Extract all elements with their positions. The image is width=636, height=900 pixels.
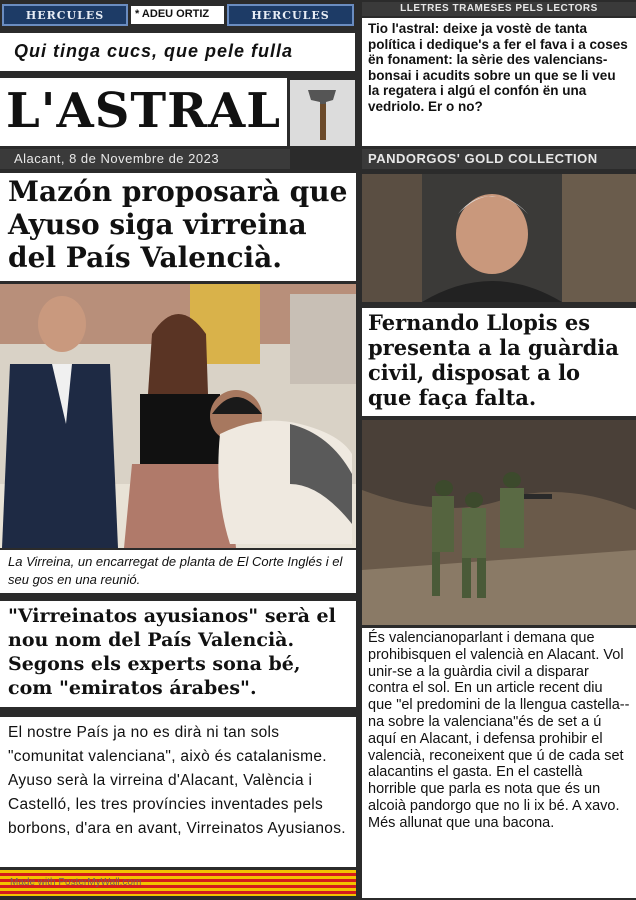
soldiers-shooting-icon	[362, 420, 636, 625]
adeu-ortiz-label: * ADEU ORTIZ	[131, 6, 224, 24]
senyera-strip	[0, 870, 356, 896]
main-subhead: "Virreinatos ayusianos" serà el nou nom del País Valencià. Segons els experts sona bé, com "emiratos árabes".	[0, 601, 356, 707]
llopis-photo	[362, 174, 636, 302]
axe-image	[290, 80, 355, 146]
lectors-heading: LLETRES TRAMESES PELS LECTORS	[362, 2, 636, 16]
gold-collection-label: PANDORGOS' GOLD COLLECTION	[362, 149, 636, 169]
axe-icon	[290, 80, 355, 146]
photo-caption: La Virreina, un encarregat de planta de El Corte Inglés i el seu gos en una reunió.	[0, 550, 356, 593]
lectors-letter: Tio l'astral: deixe ja vostè de tanta política i dedique's a fer el fava i a coses ën fonament: la sèrie des valencians-bonsai i acudits sobre un que se li veu la regatera i algú el confón ën una vedriolo. Er o no?	[362, 18, 636, 146]
watermark: Made with PosterMyWall.com	[10, 877, 142, 888]
tagline: Qui tinga cucs, que pele fulla	[0, 33, 355, 71]
side-headline: Fernando Llopis es presenta a la guàrdia civil, disposat a lo que faça falta.	[362, 308, 636, 416]
meeting-photo-icon	[0, 284, 356, 548]
masthead-title: L'ASTRAL	[0, 78, 287, 146]
hercules-logo-right: HERCULES	[227, 4, 354, 26]
date-line: Alacant, 8 de Novembre de 2023	[0, 149, 290, 169]
main-headline: Mazón proposarà que Ayuso siga virreina del País Valencià.	[0, 173, 356, 281]
main-body: El nostre País ja no es dirà ni tan sols "comunitat valenciana", això és catalanisme. Ayuso serà la virreina d'Alacant, València i Castelló, les tres províncies inventades pels borbons, d'ara en avant, Virreinatos Ayusianos.	[0, 717, 356, 867]
main-photo	[0, 284, 356, 548]
portrait-photo-icon	[362, 174, 636, 302]
guardia-civil-photo	[362, 420, 636, 625]
hercules-logo-left: HERCULES	[2, 4, 128, 26]
side-body: És valencianoparlant i demana que prohibisquen el valencià en Alacant. Vol unir-se a la guàrdia civil a disparar contra el sol. En un article recent diu que "el predomini de la llengua castella--na sobre la valenciana"és de set a ú aquí en Alacant, i defensa prohibir el valencià, reconeixent que ú de cada set alacantins el gasta. En el castellà horrible que parla es nota que és un alcoià pandorgo que no li ix bé. A xavo. Més allunat que una bacona.	[362, 628, 636, 898]
